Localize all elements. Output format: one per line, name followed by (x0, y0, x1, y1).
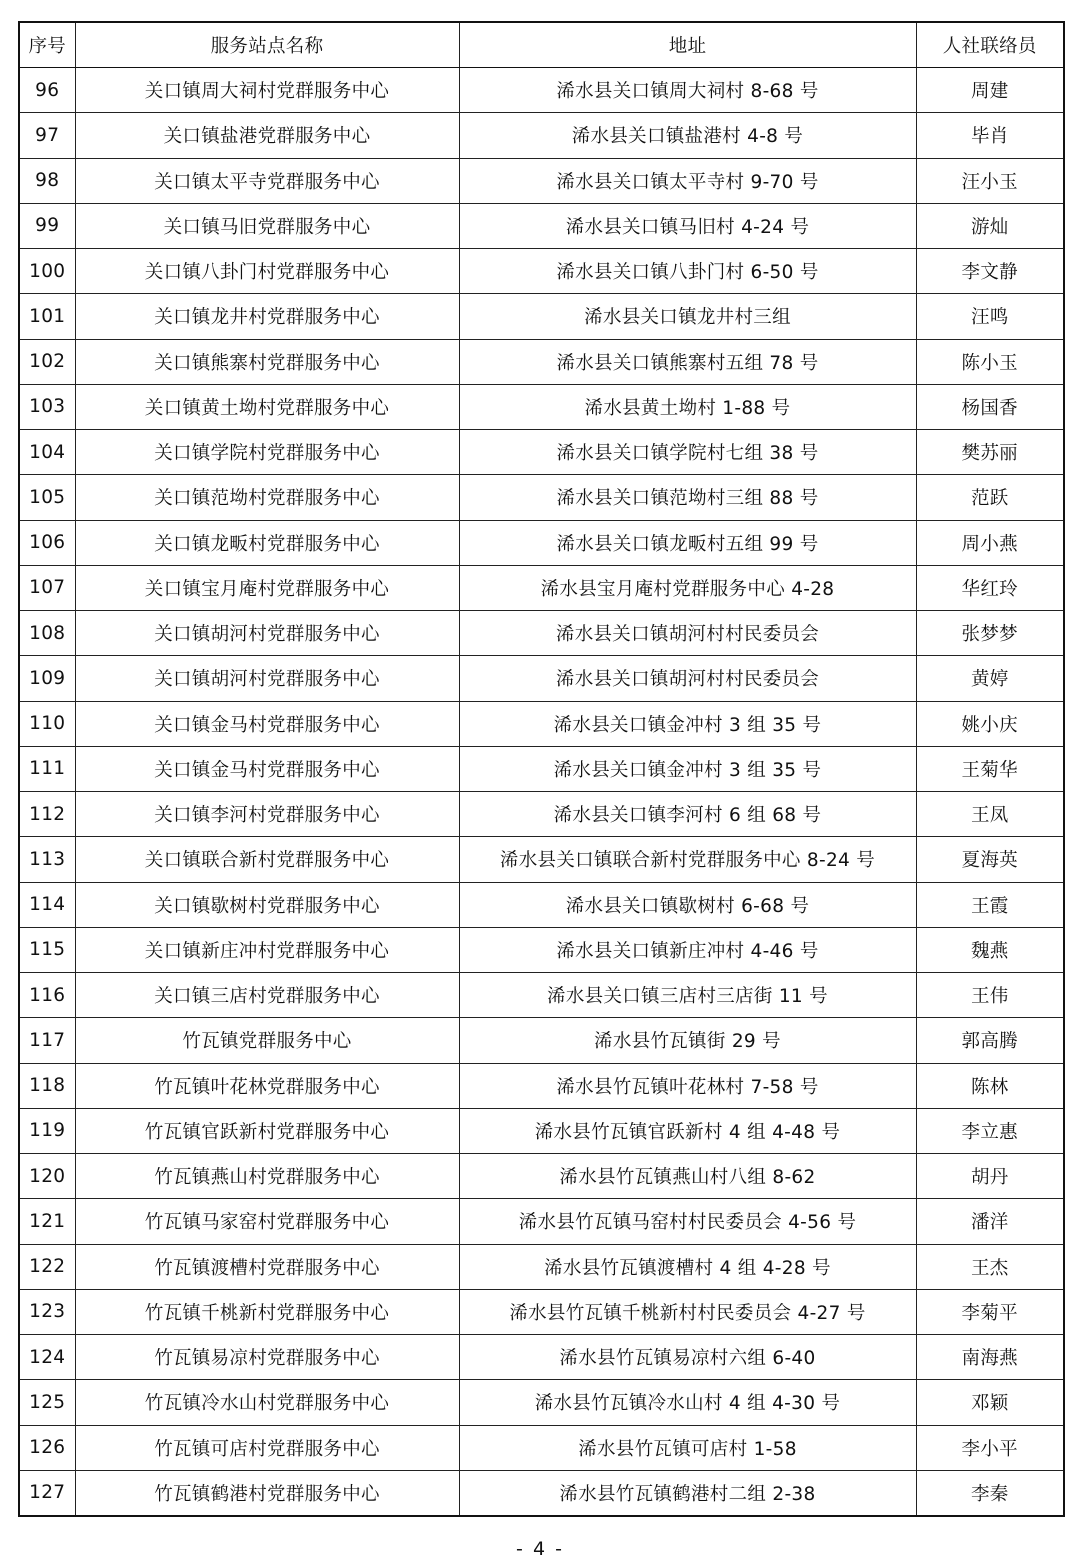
cell-contact-person: 陈林 (916, 1063, 1064, 1108)
cell-station-name: 关口镇金马村党群服务中心 (75, 746, 459, 791)
cell-address: 浠水县黄土坳村 1-88 号 (459, 384, 916, 429)
cell-contact-person: 邓颖 (916, 1380, 1064, 1425)
cell-station-name: 关口镇熊寨村党群服务中心 (75, 339, 459, 384)
cell-contact-person: 毕肖 (916, 113, 1064, 158)
cell-station-name: 竹瓦镇鹤港村党群服务中心 (75, 1470, 459, 1516)
table-row (19, 656, 1064, 701)
table-row (19, 520, 1064, 565)
cell-serial-number: 101 (19, 294, 75, 339)
cell-station-name: 竹瓦镇易凉村党群服务中心 (75, 1335, 459, 1380)
cell-serial-number: 108 (19, 611, 75, 656)
cell-contact-person: 王杰 (916, 1244, 1064, 1289)
cell-address: 浠水县关口镇联合新村党群服务中心 8-24 号 (459, 837, 916, 882)
cell-station-name: 关口镇龙井村党群服务中心 (75, 294, 459, 339)
cell-address: 浠水县竹瓦镇马窑村村民委员会 4-56 号 (459, 1199, 916, 1244)
cell-station-name: 关口镇黄土坳村党群服务中心 (75, 384, 459, 429)
cell-station-name: 竹瓦镇马家窑村党群服务中心 (75, 1199, 459, 1244)
table-row (19, 746, 1064, 791)
cell-serial-number: 121 (19, 1199, 75, 1244)
cell-station-name: 关口镇联合新村党群服务中心 (75, 837, 459, 882)
cell-serial-number: 118 (19, 1063, 75, 1108)
cell-address: 浠水县关口镇八卦门村 6-50 号 (459, 249, 916, 294)
cell-contact-person: 游灿 (916, 203, 1064, 248)
cell-serial-number: 114 (19, 882, 75, 927)
cell-serial-number: 110 (19, 701, 75, 746)
table-row (19, 792, 1064, 837)
cell-contact-person: 王凤 (916, 792, 1064, 837)
cell-station-name: 关口镇太平寺党群服务中心 (75, 158, 459, 203)
cell-contact-person: 郭高腾 (916, 1018, 1064, 1063)
cell-station-name: 关口镇龙畈村党群服务中心 (75, 520, 459, 565)
table-row (19, 611, 1064, 656)
cell-station-name: 关口镇宝月庵村党群服务中心 (75, 565, 459, 610)
cell-address: 浠水县关口镇盐港村 4-8 号 (459, 113, 916, 158)
table-row (19, 1108, 1064, 1153)
table-row (19, 68, 1064, 113)
cell-address: 浠水县关口镇李河村 6 组 68 号 (459, 792, 916, 837)
cell-contact-person: 周建 (916, 68, 1064, 113)
table-row (19, 927, 1064, 972)
page-number: - 4 - (516, 1538, 564, 1560)
cell-contact-person: 汪鸣 (916, 294, 1064, 339)
cell-serial-number: 100 (19, 249, 75, 294)
table-row (19, 384, 1064, 429)
cell-station-name: 关口镇八卦门村党群服务中心 (75, 249, 459, 294)
table-row (19, 1335, 1064, 1380)
cell-station-name: 竹瓦镇党群服务中心 (75, 1018, 459, 1063)
cell-serial-number: 97 (19, 113, 75, 158)
cell-serial-number: 125 (19, 1380, 75, 1425)
cell-station-name: 关口镇周大祠村党群服务中心 (75, 68, 459, 113)
cell-serial-number: 120 (19, 1154, 75, 1199)
cell-address: 浠水县竹瓦镇官跃新村 4 组 4-48 号 (459, 1108, 916, 1153)
table-row (19, 158, 1064, 203)
cell-address: 浠水县关口镇三店村三店街 11 号 (459, 973, 916, 1018)
cell-contact-person: 周小燕 (916, 520, 1064, 565)
cell-contact-person: 李小平 (916, 1425, 1064, 1470)
cell-station-name: 关口镇李河村党群服务中心 (75, 792, 459, 837)
cell-station-name: 关口镇三店村党群服务中心 (75, 973, 459, 1018)
cell-serial-number: 98 (19, 158, 75, 203)
cell-address: 浠水县关口镇胡河村村民委员会 (459, 656, 916, 701)
cell-serial-number: 126 (19, 1425, 75, 1470)
cell-station-name: 关口镇范坳村党群服务中心 (75, 475, 459, 520)
table-row (19, 249, 1064, 294)
cell-serial-number: 116 (19, 973, 75, 1018)
header-address: 地址 (459, 22, 916, 68)
cell-address: 浠水县竹瓦镇冷水山村 4 组 4-30 号 (459, 1380, 916, 1425)
table-row (19, 882, 1064, 927)
header-contact-person: 人社联络员 (916, 22, 1064, 68)
cell-address: 浠水县关口镇太平寺村 9-70 号 (459, 158, 916, 203)
cell-address: 浠水县关口镇歇树村 6-68 号 (459, 882, 916, 927)
cell-serial-number: 107 (19, 565, 75, 610)
cell-contact-person: 南海燕 (916, 1335, 1064, 1380)
cell-address: 浠水县关口镇龙井村三组 (459, 294, 916, 339)
cell-station-name: 关口镇马旧党群服务中心 (75, 203, 459, 248)
cell-serial-number: 127 (19, 1470, 75, 1516)
cell-contact-person: 李立惠 (916, 1108, 1064, 1153)
cell-serial-number: 117 (19, 1018, 75, 1063)
table-row (19, 1018, 1064, 1063)
cell-contact-person: 魏燕 (916, 927, 1064, 972)
cell-address: 浠水县关口镇范坳村三组 88 号 (459, 475, 916, 520)
cell-contact-person: 黄婷 (916, 656, 1064, 701)
cell-serial-number: 96 (19, 68, 75, 113)
cell-serial-number: 113 (19, 837, 75, 882)
cell-serial-number: 104 (19, 430, 75, 475)
cell-address: 浠水县竹瓦镇鹤港村二组 2-38 (459, 1470, 916, 1516)
table-row (19, 339, 1064, 384)
service-station-table (18, 21, 1065, 1517)
table-row (19, 837, 1064, 882)
cell-serial-number: 119 (19, 1108, 75, 1153)
cell-serial-number: 99 (19, 203, 75, 248)
header-serial-number: 序号 (19, 22, 75, 68)
cell-contact-person: 李秦 (916, 1470, 1064, 1516)
cell-station-name: 竹瓦镇千桃新村党群服务中心 (75, 1289, 459, 1334)
cell-station-name: 关口镇歇树村党群服务中心 (75, 882, 459, 927)
table-row (19, 701, 1064, 746)
cell-address: 浠水县关口镇学院村七组 38 号 (459, 430, 916, 475)
cell-station-name: 关口镇胡河村党群服务中心 (75, 656, 459, 701)
header-station-name: 服务站点名称 (75, 22, 459, 68)
cell-station-name: 关口镇学院村党群服务中心 (75, 430, 459, 475)
cell-station-name: 竹瓦镇可店村党群服务中心 (75, 1425, 459, 1470)
table-row (19, 1199, 1064, 1244)
cell-contact-person: 陈小玉 (916, 339, 1064, 384)
cell-contact-person: 王霞 (916, 882, 1064, 927)
cell-contact-person: 樊苏丽 (916, 430, 1064, 475)
cell-address: 浠水县竹瓦镇可店村 1-58 (459, 1425, 916, 1470)
table-row (19, 1063, 1064, 1108)
cell-address: 浠水县关口镇金冲村 3 组 35 号 (459, 701, 916, 746)
cell-serial-number: 115 (19, 927, 75, 972)
cell-contact-person: 杨国香 (916, 384, 1064, 429)
table-body (19, 68, 1064, 1517)
cell-address: 浠水县竹瓦镇渡槽村 4 组 4-28 号 (459, 1244, 916, 1289)
cell-contact-person: 王伟 (916, 973, 1064, 1018)
cell-address: 浠水县关口镇熊寨村五组 78 号 (459, 339, 916, 384)
cell-contact-person: 胡丹 (916, 1154, 1064, 1199)
cell-serial-number: 106 (19, 520, 75, 565)
table-row (19, 565, 1064, 610)
cell-station-name: 关口镇新庄冲村党群服务中心 (75, 927, 459, 972)
cell-station-name: 竹瓦镇燕山村党群服务中心 (75, 1154, 459, 1199)
cell-station-name: 竹瓦镇官跃新村党群服务中心 (75, 1108, 459, 1153)
cell-address: 浠水县竹瓦镇街 29 号 (459, 1018, 916, 1063)
table-row (19, 203, 1064, 248)
cell-address: 浠水县宝月庵村党群服务中心 4-28 (459, 565, 916, 610)
cell-contact-person: 李菊平 (916, 1289, 1064, 1334)
cell-contact-person: 姚小庆 (916, 701, 1064, 746)
cell-address: 浠水县关口镇胡河村村民委员会 (459, 611, 916, 656)
cell-address: 浠水县竹瓦镇千桃新村村民委员会 4-27 号 (459, 1289, 916, 1334)
cell-contact-person: 王菊华 (916, 746, 1064, 791)
table-row (19, 1425, 1064, 1470)
cell-address: 浠水县关口镇金冲村 3 组 35 号 (459, 746, 916, 791)
table-row (19, 1470, 1064, 1516)
table-row (19, 430, 1064, 475)
cell-station-name: 关口镇金马村党群服务中心 (75, 701, 459, 746)
cell-serial-number: 112 (19, 792, 75, 837)
table-row (19, 1380, 1064, 1425)
table-header-row (19, 22, 1064, 68)
cell-contact-person: 潘洋 (916, 1199, 1064, 1244)
table-row (19, 475, 1064, 520)
cell-contact-person: 夏海英 (916, 837, 1064, 882)
cell-address: 浠水县关口镇周大祠村 8-68 号 (459, 68, 916, 113)
cell-contact-person: 范跃 (916, 475, 1064, 520)
cell-station-name: 关口镇胡河村党群服务中心 (75, 611, 459, 656)
cell-contact-person: 李文静 (916, 249, 1064, 294)
cell-serial-number: 109 (19, 656, 75, 701)
table-row (19, 294, 1064, 339)
table-row (19, 113, 1064, 158)
cell-station-name: 竹瓦镇冷水山村党群服务中心 (75, 1380, 459, 1425)
cell-serial-number: 123 (19, 1289, 75, 1334)
cell-serial-number: 111 (19, 746, 75, 791)
cell-station-name: 关口镇盐港党群服务中心 (75, 113, 459, 158)
cell-serial-number: 122 (19, 1244, 75, 1289)
table-row (19, 973, 1064, 1018)
cell-address: 浠水县关口镇马旧村 4-24 号 (459, 203, 916, 248)
cell-address: 浠水县关口镇新庄冲村 4-46 号 (459, 927, 916, 972)
cell-address: 浠水县关口镇龙畈村五组 99 号 (459, 520, 916, 565)
table-row (19, 1289, 1064, 1334)
table-row (19, 1244, 1064, 1289)
table-row (19, 1154, 1064, 1199)
cell-station-name: 竹瓦镇叶花林党群服务中心 (75, 1063, 459, 1108)
cell-serial-number: 102 (19, 339, 75, 384)
cell-address: 浠水县竹瓦镇叶花林村 7-58 号 (459, 1063, 916, 1108)
cell-serial-number: 105 (19, 475, 75, 520)
cell-address: 浠水县竹瓦镇易凉村六组 6-40 (459, 1335, 916, 1380)
cell-contact-person: 华红玲 (916, 565, 1064, 610)
cell-address: 浠水县竹瓦镇燕山村八组 8-62 (459, 1154, 916, 1199)
cell-serial-number: 124 (19, 1335, 75, 1380)
cell-contact-person: 张梦梦 (916, 611, 1064, 656)
cell-serial-number: 103 (19, 384, 75, 429)
cell-station-name: 竹瓦镇渡槽村党群服务中心 (75, 1244, 459, 1289)
cell-contact-person: 汪小玉 (916, 158, 1064, 203)
